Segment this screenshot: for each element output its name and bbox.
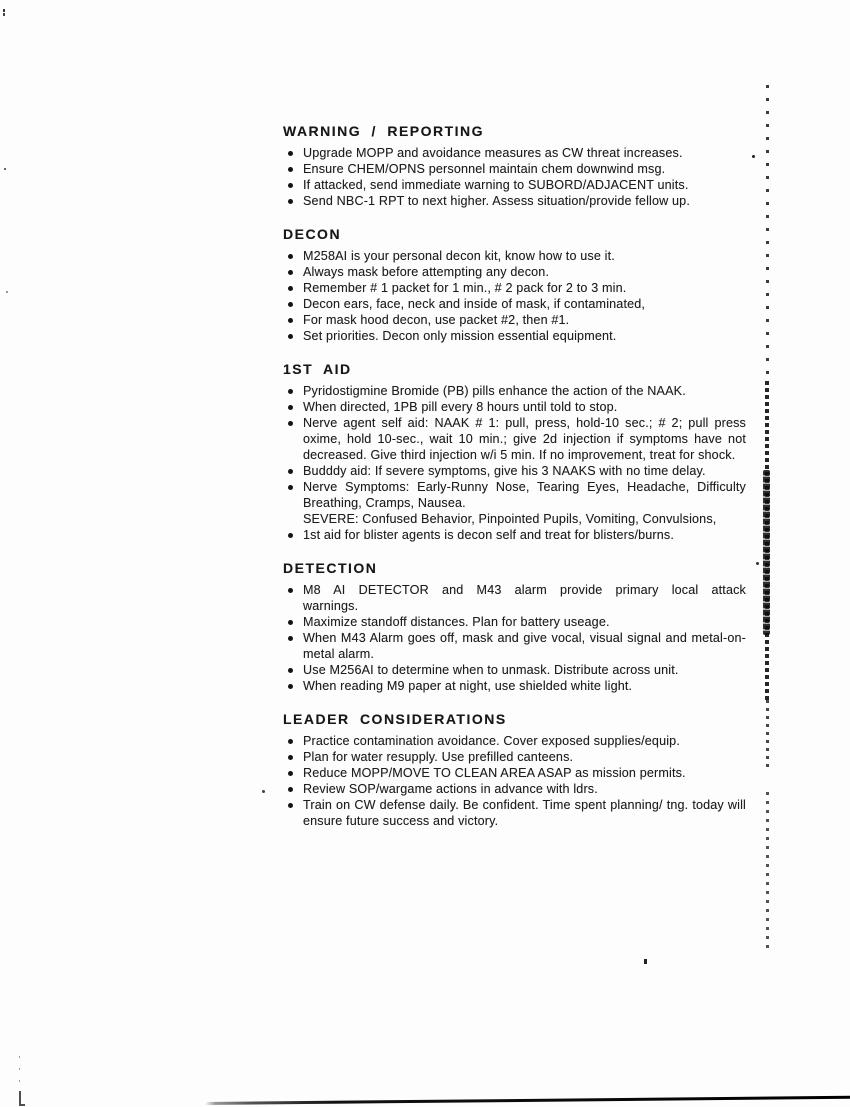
bullet-dot-icon (288, 167, 293, 172)
bullet-item (283, 733, 746, 749)
bullet-dot-icon (288, 405, 293, 410)
section-heading-warning-reporting: WARNING / REPORTING (283, 123, 485, 139)
bullet-dot-icon (288, 151, 293, 156)
bullet-dot-icon (288, 739, 293, 744)
bullet-text: Always mask before attempting any decon. (303, 265, 550, 279)
bullet-dot-icon (288, 421, 293, 426)
bullet-text: Train on CW defense daily. Be confident. Time spent planning/ tng. today will ensure future success and victory. (303, 798, 746, 828)
bullet-item (283, 145, 746, 161)
bullet-text: Budddy aid: If severe symptoms, give his 3 NAAKS with no time delay. (303, 464, 706, 478)
bullet-dot-icon (288, 636, 293, 641)
bullet-text: When reading M9 paper at night, use shielded white light. (303, 679, 633, 693)
bullet-text: 1st aid for blister agents is decon self and treat for blisters/burns. (303, 528, 675, 542)
bullet-item (283, 630, 746, 662)
bullet-dot-icon (288, 755, 293, 760)
bullet-text: If attacked, send immediate warning to SUBORD/ADJACENT units. (303, 178, 689, 192)
bullet-text: M8 AI DETECTOR and M43 alarm provide primary local attack (303, 583, 746, 597)
bullet-item (283, 479, 746, 527)
bullet-list (283, 733, 746, 829)
scan-speck (19, 1056, 20, 1058)
bullet-item (283, 781, 746, 797)
bullet-item (283, 463, 746, 479)
bullet-text: warnings. (303, 599, 359, 613)
bullet-item (283, 749, 746, 765)
bullet-dot-icon (288, 302, 293, 307)
bullet-text: For mask hood decon, use packet #2, then #1. (303, 313, 570, 327)
bullet-text: Remember # 1 packet for 1 min., # 2 pack for 2 to 3 min. (303, 281, 627, 295)
bullet-dot-icon (288, 270, 293, 275)
bullet-item (283, 383, 746, 399)
page-bottom-edge-line (205, 1096, 850, 1105)
bullet-item (283, 248, 746, 264)
section-detection (283, 560, 746, 694)
bullet-list (283, 248, 746, 344)
bullet-item (283, 678, 746, 694)
bullet-item (283, 161, 746, 177)
bullet-item (283, 264, 746, 280)
bullet-text: Plan for water resupply. Use prefilled canteens. (303, 750, 574, 764)
bullet-item (283, 582, 746, 614)
bullet-text: Decon ears, face, neck and inside of mask, if contaminated, (303, 297, 646, 311)
bullet-text: Practice contamination avoidance. Cover exposed supplies/equip. (303, 734, 680, 748)
bullet-dot-icon (288, 469, 293, 474)
bullet-item (283, 193, 746, 209)
bullet-item (283, 312, 746, 328)
section-1st-aid (283, 361, 746, 543)
document-content (283, 123, 746, 829)
scan-speck (756, 562, 759, 565)
bullet-dot-icon (288, 787, 293, 792)
bullet-list (283, 383, 746, 543)
bullet-text: Maximize standoff distances. Plan for battery useage. (303, 615, 610, 629)
bullet-item (283, 614, 746, 630)
bullet-dot-icon (288, 199, 293, 204)
bullet-text: Pyridostigmine Bromide (PB) pills enhance the action of the NAAK. (303, 384, 686, 398)
bullet-dot-icon (288, 668, 293, 673)
scan-noise-line-middle-dense (763, 470, 770, 635)
bullet-item (283, 527, 746, 543)
scan-speck (19, 1068, 20, 1070)
scan-noise-line-bottom (766, 792, 769, 952)
scan-speck (644, 959, 647, 964)
corner-crop-mark-horizontal (19, 1104, 25, 1106)
section-decon (283, 226, 746, 344)
bullet-item (283, 415, 746, 463)
scan-speck (3, 9, 5, 12)
bullet-dot-icon (288, 684, 293, 689)
bullet-dot-icon (288, 533, 293, 538)
section-heading-1st-aid: 1ST AID (283, 361, 352, 377)
section-heading-detection: DETECTION (283, 560, 378, 576)
bullet-text: When M43 Alarm goes off, mask and give vocal, visual signal and metal-on-metal alarm. (303, 631, 746, 661)
section-leader-considerations (283, 711, 746, 829)
bullet-item (283, 797, 746, 829)
scan-speck (6, 291, 8, 293)
scan-noise-line-top (766, 85, 769, 381)
scan-speck (19, 1080, 20, 1082)
bullet-dot-icon (288, 334, 293, 339)
scan-speck (262, 790, 265, 793)
bullet-text: SEVERE: Confused Behavior, Pinpointed Pupils, Vomiting, Convulsions, (303, 512, 717, 526)
bullet-item (283, 765, 746, 781)
bullet-text: Send NBC-1 RPT to next higher. Assess situation/provide fellow up. (303, 194, 690, 208)
bullet-item (283, 296, 746, 312)
bullet-dot-icon (288, 485, 293, 490)
bullet-text: Reduce MOPP/MOVE TO CLEAN AREA ASAP as mission permits. (303, 766, 686, 780)
section-heading-leader-considerations: LEADER CONSIDERATIONS (283, 711, 507, 727)
bullet-dot-icon (288, 254, 293, 259)
bullet-text: Nerve Symptoms: Early-Runny Nose, Tearing Eyes, Headache, Difficulty Breathing, Cramps, Nausea. (303, 480, 746, 510)
section-heading-decon: DECON (283, 226, 342, 242)
bullet-dot-icon (288, 771, 293, 776)
section-warning-reporting (283, 123, 746, 209)
scan-speck (4, 168, 6, 170)
bullet-list (283, 145, 746, 209)
bullet-item (283, 328, 746, 344)
bullet-list (283, 582, 746, 694)
scan-noise-line-lower (766, 700, 769, 772)
bullet-text: Set priorities. Decon only mission essential equipment. (303, 329, 617, 343)
bullet-dot-icon (288, 183, 293, 188)
bullet-item (283, 177, 746, 193)
bullet-item (283, 399, 746, 415)
scan-speck (752, 155, 755, 158)
bullet-text: Nerve agent self aid: NAAK # 1: pull, press, hold-10 sec.; # 2; pull press oxime, hold 10-sec., wait 10 min.; give 2d injection if symptoms have not decreased. Give third injection w/i 5 min. If no improvement, treat for shock. (303, 416, 746, 462)
bullet-text: M258AI is your personal decon kit, know how to use it. (303, 249, 615, 263)
bullet-text: Ensure CHEM/OPNS personnel maintain chem downwind msg. (303, 162, 666, 176)
scan-speck (3, 13, 5, 16)
bullet-text: When directed, 1PB pill every 8 hours until told to stop. (303, 400, 618, 414)
bullet-item (283, 280, 746, 296)
bullet-dot-icon (288, 803, 293, 808)
bullet-dot-icon (288, 286, 293, 291)
bullet-dot-icon (288, 389, 293, 394)
bullet-text: Use M256AI to determine when to unmask. Distribute across unit. (303, 663, 679, 677)
bullet-text: Upgrade MOPP and avoidance measures as CW threat increases. (303, 146, 683, 160)
bullet-text: Review SOP/wargame actions in advance with ldrs. (303, 782, 598, 796)
bullet-dot-icon (288, 620, 293, 625)
bullet-item (283, 662, 746, 678)
bullet-dot-icon (288, 318, 293, 323)
bullet-dot-icon (288, 588, 293, 593)
